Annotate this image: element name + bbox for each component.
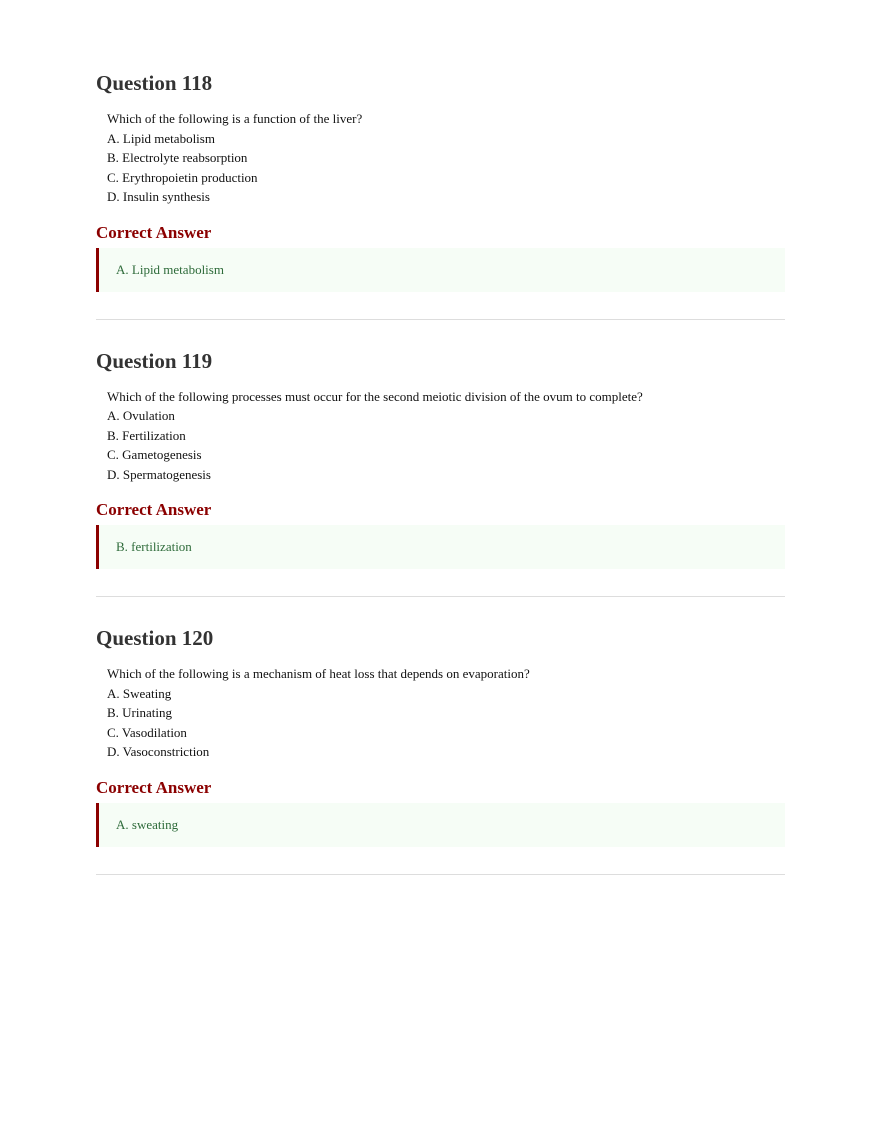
correct-answer-box: A. sweating xyxy=(96,803,785,847)
question-block-118 xyxy=(96,70,785,320)
option-c: C. Erythropoietin production xyxy=(107,169,258,185)
question-block-119 xyxy=(96,348,785,598)
correct-answer-heading: Correct Answer xyxy=(96,777,212,797)
question-title: Question 119 xyxy=(96,348,213,373)
correct-answer-box: A. Lipid metabolism xyxy=(96,248,785,292)
option-d: D. Insulin synthesis xyxy=(107,189,210,204)
question-text: Which of the following is a mechanism of heat loss that depends on evaporation? xyxy=(107,666,530,681)
option-a: A. Ovulation xyxy=(107,408,175,423)
option-a: A. Lipid metabolism xyxy=(107,130,215,146)
option-a: A. Sweating xyxy=(107,685,172,701)
question-title: Question 120 xyxy=(96,626,214,650)
question-block-120 xyxy=(96,625,785,875)
question-text: Which of the following processes must occur for the second meiotic division of the ovum to complete? xyxy=(107,388,643,404)
question-body xyxy=(96,387,785,485)
option-d: D. Spermatogenesis xyxy=(107,466,211,482)
option-b: B. Fertilization xyxy=(107,427,186,443)
correct-answer-box: B. fertilization xyxy=(96,525,785,569)
option-b: B. Electrolyte reabsorption xyxy=(107,150,248,165)
question-text: Which of the following is a function of the liver? xyxy=(107,111,363,126)
question-body xyxy=(96,664,785,762)
question-body xyxy=(96,109,785,207)
option-d: D. Vasoconstriction xyxy=(107,744,210,759)
option-c: C. Vasodilation xyxy=(107,724,187,740)
question-title: Question 118 xyxy=(96,71,213,95)
option-c: C. Gametogenesis xyxy=(107,447,202,462)
correct-answer-heading: Correct Answer xyxy=(96,222,212,242)
correct-answer-heading: Correct Answer xyxy=(96,500,212,519)
option-b: B. Urinating xyxy=(107,705,172,720)
